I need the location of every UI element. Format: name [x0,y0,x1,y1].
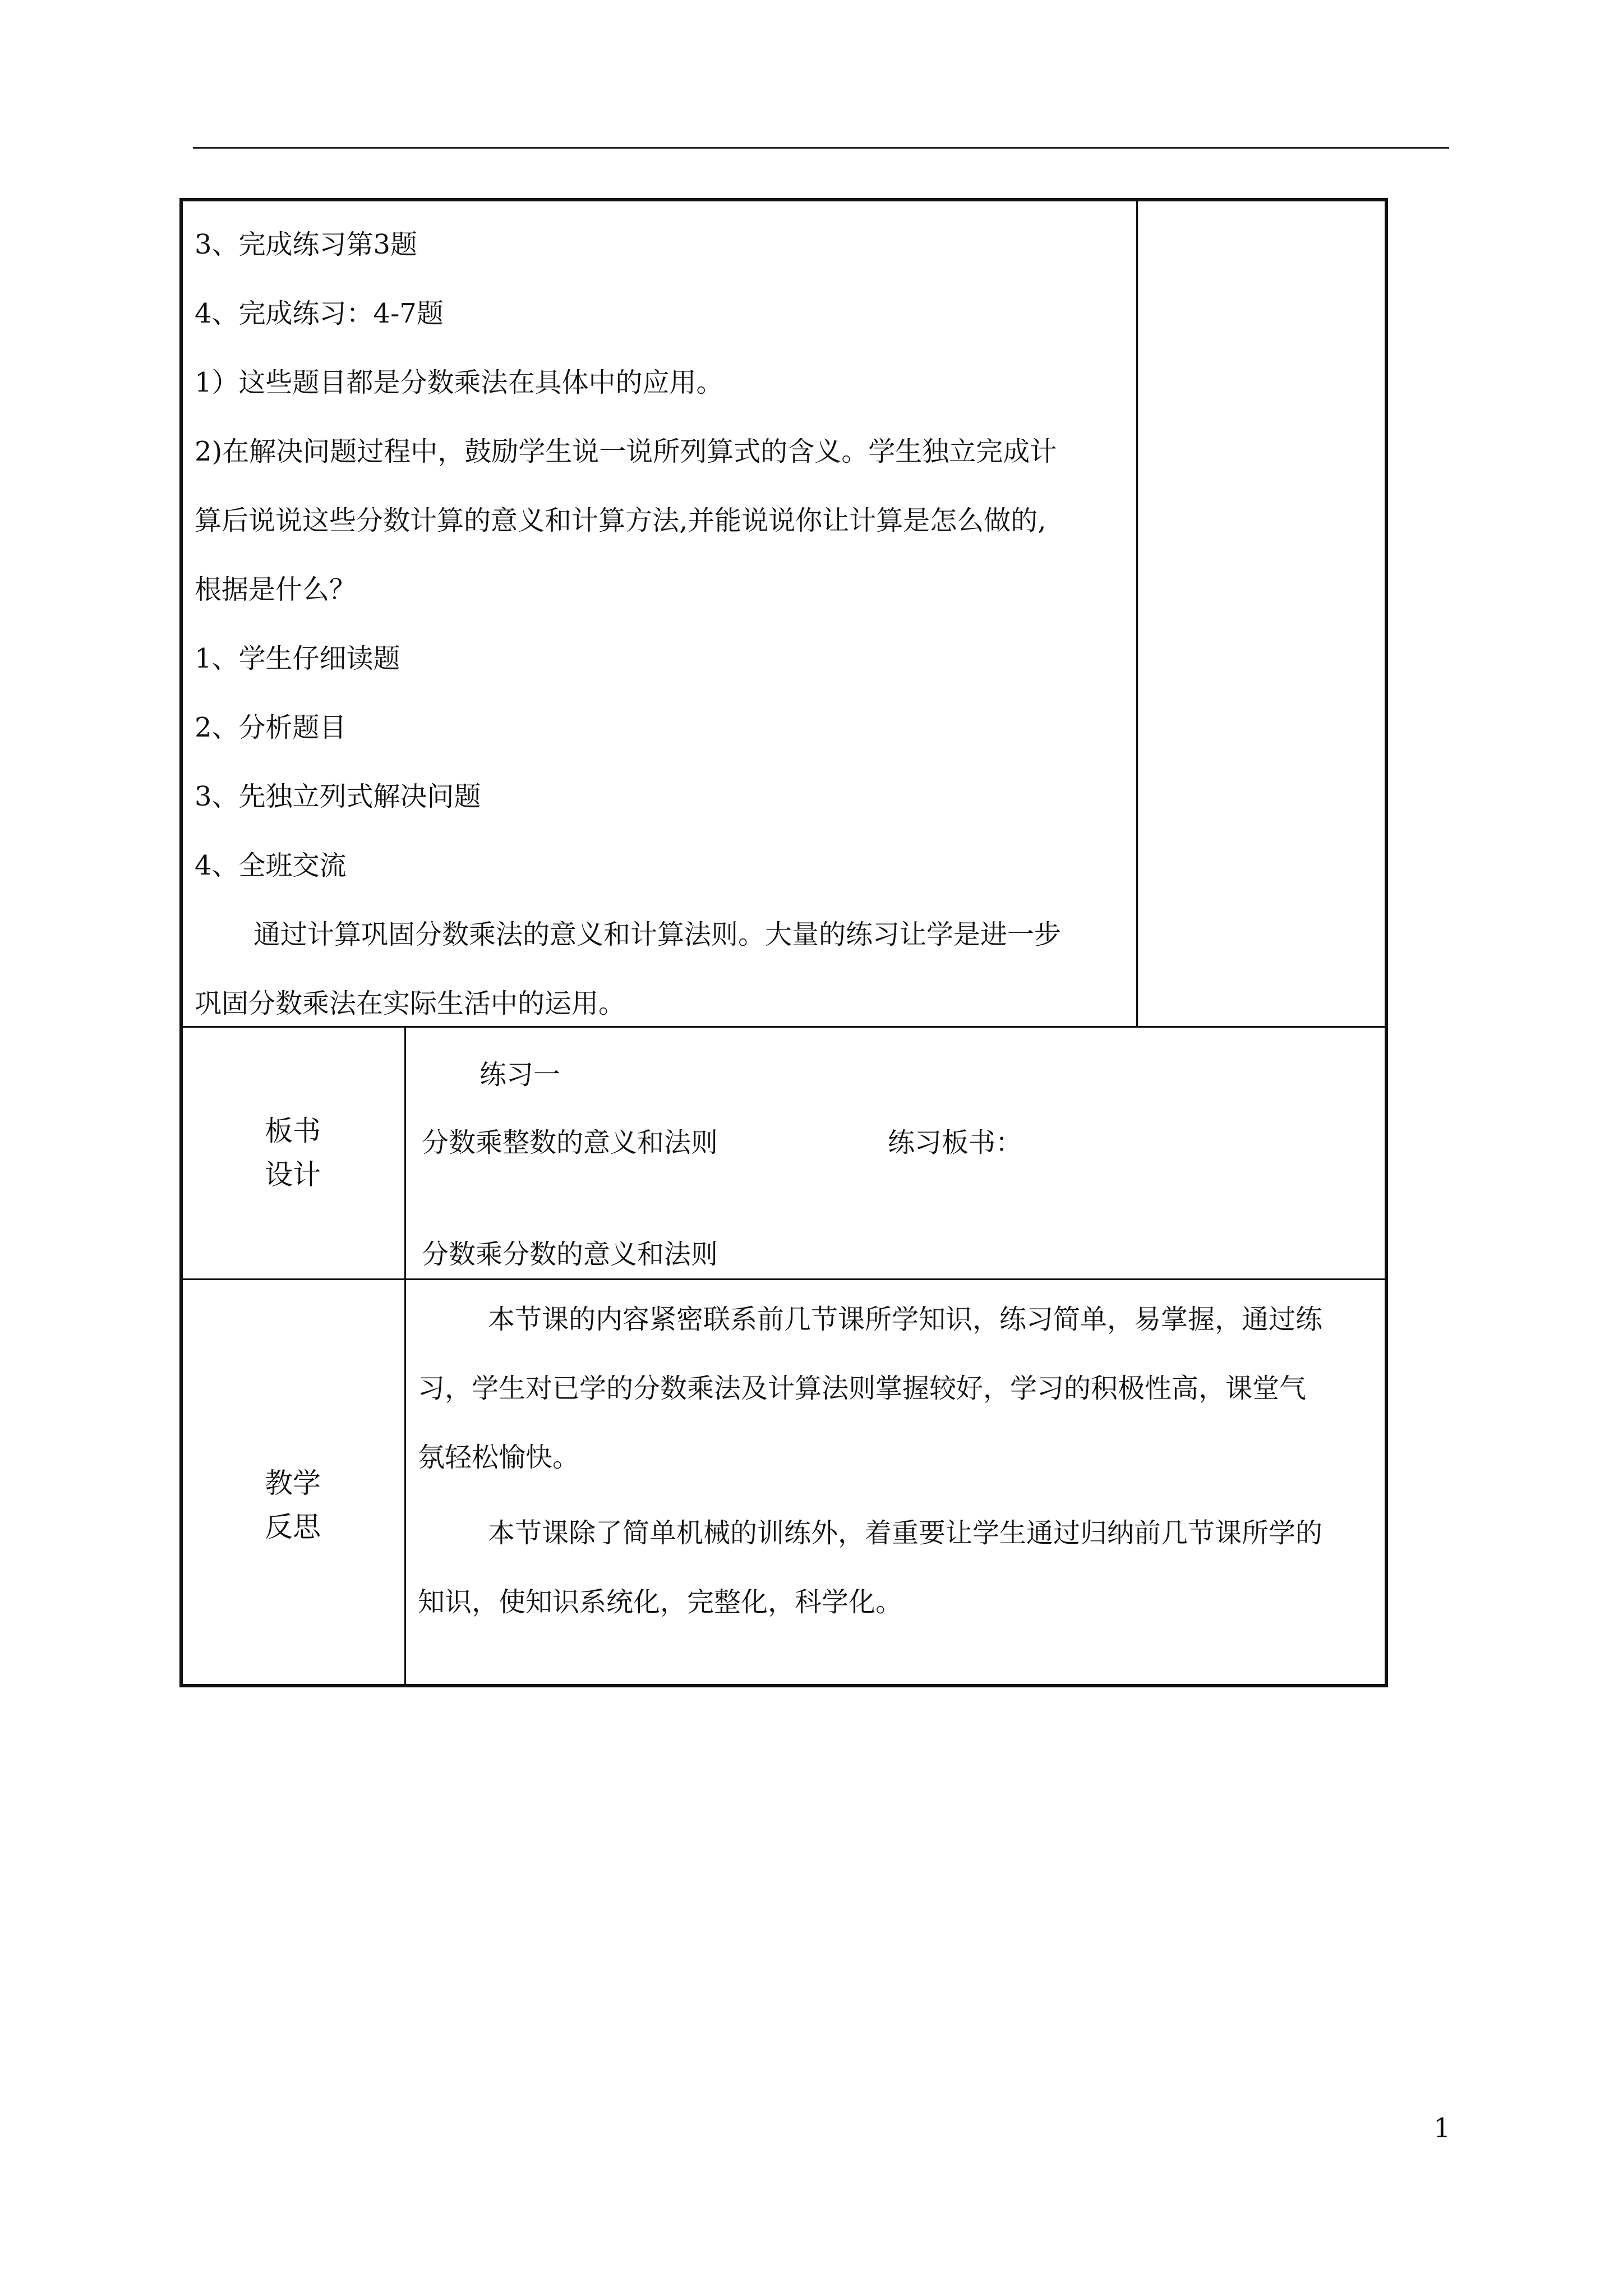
process-line: 1、学生仔细读题 [195,643,400,674]
reflection-line: 知识，使知识系统化，完整化，科学化。 [418,1586,903,1618]
board-line-1: 分数乘整数的意义和法则 [422,1127,718,1158]
board-heading: 练习一 [479,1059,561,1091]
process-line: 2)在解决问题过程中，鼓励学生说一说所列算式的含义。学生独立完成计 [195,436,1057,467]
reflection-line: 本节课除了简单机械的训练外，着重要让学生通过归纳前几节课所学的 [488,1517,1323,1549]
board-line-1-right: 练习板书： [888,1127,1023,1158]
reflection-label: 教学 反思 [265,1467,321,1543]
reflection-line: 习，学生对已学的分数乘法及计算法则掌握较好，学习的积极性高，课堂气 [418,1373,1307,1404]
process-right-column-divider [1136,200,1138,1027]
process-line: 1）这些题目都是分数乘法在具体中的应用。 [195,367,723,398]
process-line: 4、全班交流 [195,850,347,881]
process-line: 算后说说这些分数计算的意义和计算方法,并能说说你让计算是怎么做的, [195,505,1046,536]
process-line: 3、先独立列式解决问题 [195,781,481,812]
reflection-line: 本节课的内容紧密联系前几节课所学知识，练习简单，易掌握，通过练 [488,1304,1323,1335]
process-line: 2、分析题目 [195,712,347,743]
board-bottom-border [181,1278,1386,1280]
process-line: 3、完成练习第3题 [195,229,418,260]
board-line-2: 分数乘分数的意义和法则 [422,1239,718,1270]
board-design-label: 板书 设计 [265,1115,321,1191]
page-number: 1 [1433,2113,1451,2144]
process-line: 通过计算巩固分数乘法的意义和计算法则。大量的练习让学是进一步 [253,919,1062,950]
process-line: 根据是什么？ [195,574,357,605]
process-line: 4、完成练习：4-7题 [195,298,444,329]
process-bottom-border [181,1026,1386,1028]
process-line: 巩固分数乘法在实际生活中的运用。 [195,988,626,1019]
reflection-line: 氛轻松愉快。 [418,1442,580,1473]
header-rule [193,147,1449,149]
